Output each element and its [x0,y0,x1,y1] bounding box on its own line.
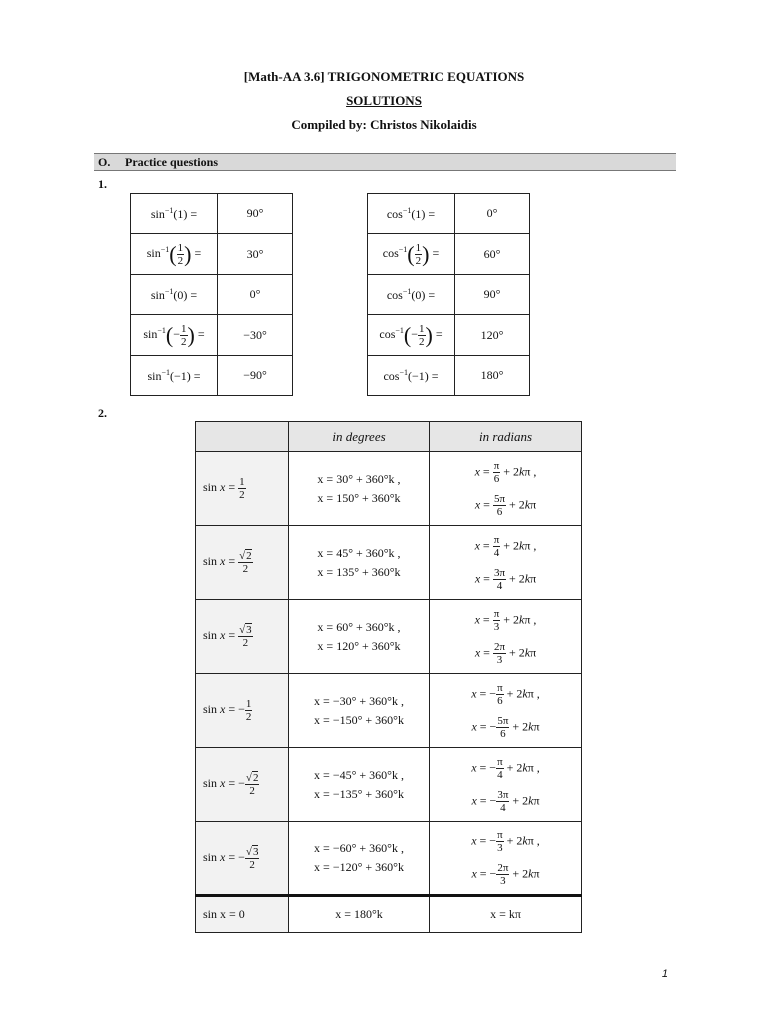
expression-cell: $\cos^{-1}(0)$ = [368,275,455,315]
fraction: $\frac{1}{2}$ [419,322,425,348]
value-cell: 0° [218,275,293,315]
question-number: 2. [98,406,107,420]
table-row [196,600,582,674]
radians-cell: x = − $\frac{\pi}{3}$ + 2kπ , x = − $\frac{2\pi}{3}$ + 2kπ [430,822,582,896]
fraction: $\frac{\pi}{6}$ [497,681,503,707]
table-row [131,194,293,234]
fraction: $\frac{1}{2}$ [245,698,252,723]
fraction: $\frac{3\pi}{4}$ [493,566,505,592]
fraction: $\frac{\pi}{4}$ [497,755,503,781]
table-row [196,896,582,933]
fraction: $\frac{2\pi}{3}$ [493,640,505,666]
header-radians: in radians [430,422,582,452]
expression-cell: $\sin^{-1}(-1)$ = [131,356,218,396]
fraction: $\frac{5\pi}{6}$ [497,714,509,740]
fraction: $\frac{√2}{2}$ [239,550,252,575]
fraction: $\frac{√3}{2}$ [245,845,259,871]
expression-cell: $\sin^{-1}(0)$ = [131,275,218,315]
inverse-sine-table [130,193,293,396]
value-cell: −90° [218,356,293,396]
expression-cell: $\cos^{-1}$( $\frac{1}{2}$ ) = [368,234,455,275]
document-subtitle: SOLUTIONS [346,93,422,108]
expression-cell: $\sin^{-1}(1)$ = [131,194,218,234]
page-number: 1 [661,968,668,980]
value-cell: 60° [455,234,530,275]
table-row [196,822,582,896]
fraction: $\frac{1}{2}$ [415,241,422,267]
sine-solutions-table [195,421,582,933]
expression-cell: $\sin^{-1}(-$ $\frac{1}{2}$ ) = [131,315,218,356]
radians-cell: x = − $\frac{\pi}{6}$ + 2kπ , x = − $\frac{5\pi}{6}$ + 2kπ [430,674,582,748]
fraction: $\frac{1}{2}$ [181,322,187,348]
fraction: $\frac{\pi}{3}$ [497,829,503,854]
radians-cell: x = $\frac{\pi}{3}$ + 2kπ , x = $\frac{2\pi}{3}$ + 2kπ [430,600,582,674]
degrees-cell: x = 180°k [289,896,430,933]
fraction: $\frac{3\pi}{4}$ [497,788,509,814]
equation-cell: sin x = 0 [196,896,289,933]
table-row [131,356,293,396]
header-empty-cell [196,422,289,452]
fraction: $\frac{2\pi}{3}$ [497,862,509,887]
section-title: Practice questions [125,155,218,169]
equation-cell: sin x = − $\frac{1}{2}$ [196,674,289,748]
fraction: $\frac{\pi}{3}$ [493,607,500,633]
degrees-cell: x = −30° + 360°k , x = −150° + 360°k [289,674,430,748]
table-row [131,234,293,275]
degrees-cell: x = −60° + 360°k , x = −120° + 360°k [289,822,430,896]
degrees-cell: x = 60° + 360°k , x = 120° + 360°k [289,600,430,674]
table-row [196,452,582,526]
fraction: $\frac{1}{2}$ [177,241,184,267]
question-number: 1. [98,177,107,191]
section-letter: O. [98,155,111,169]
equation-cell: sin x = − $\frac{√2}{2}$ [196,748,289,822]
table-row [196,674,582,748]
equation-cell: sin x = $\frac{√3}{2}$ [196,600,289,674]
radians-cell: x = $\frac{\pi}{6}$ + 2kπ , x = $\frac{5\pi}{6}$ + 2kπ [430,452,582,526]
table-header-row [196,422,582,452]
fraction: $\frac{√2}{2}$ [245,772,259,797]
degrees-cell: x = 30° + 360°k , x = 150° + 360°k [289,452,430,526]
document-author: Compiled by: Christos Nikolaidis [291,117,477,132]
table-row [368,275,530,315]
section-bar [94,153,676,171]
equation-cell: sin x = $\frac{√2}{2}$ [196,526,289,600]
fraction: $\frac{5\pi}{6}$ [493,492,505,518]
fraction: $\frac{\pi}{4}$ [493,533,500,559]
expression-cell: $\sin^{-1}$( $\frac{1}{2}$ ) = [131,234,218,275]
expression-cell: $\cos^{-1}(-1)$ = [368,356,455,396]
table-row [368,234,530,275]
table-row [131,315,293,356]
fraction: $\frac{1}{2}$ [239,476,245,501]
expression-cell: $\cos^{-1}(-$ $\frac{1}{2}$ ) = [368,315,455,356]
table-row [368,194,530,234]
radians-cell: x = $\frac{\pi}{4}$ + 2kπ , x = $\frac{3\pi}{4}$ + 2kπ [430,526,582,600]
value-cell: 120° [455,315,530,356]
degrees-cell: x = 45° + 360°k , x = 135° + 360°k [289,526,430,600]
expression-cell: $\cos^{-1}(1)$ = [368,194,455,234]
table-row [196,526,582,600]
value-cell: −30° [218,315,293,356]
value-cell: 90° [455,275,530,315]
value-cell: 90° [218,194,293,234]
table-row [131,275,293,315]
equation-cell: sin x = $\frac{1}{2}$ [196,452,289,526]
fraction: $\frac{√3}{2}$ [239,624,252,649]
inverse-cosine-table [367,193,530,396]
radians-cell: x = kπ [430,896,582,933]
equation-cell: sin x = − $\frac{√3}{2}$ [196,822,289,896]
degrees-cell: x = −45° + 360°k , x = −135° + 360°k [289,748,430,822]
table-row [368,356,530,396]
table-row [196,748,582,822]
value-cell: 30° [218,234,293,275]
document-title: [Math-AA 3.6] TRIGONOMETRIC EQUATIONS [243,69,525,84]
value-cell: 0° [455,194,530,234]
fraction: $\frac{\pi}{6}$ [493,459,500,485]
radians-cell: x = − $\frac{\pi}{4}$ + 2kπ , x = − $\frac{3\pi}{4}$ + 2kπ [430,748,582,822]
value-cell: 180° [455,356,530,396]
header-degrees: in degrees [289,422,430,452]
table-row [368,315,530,356]
